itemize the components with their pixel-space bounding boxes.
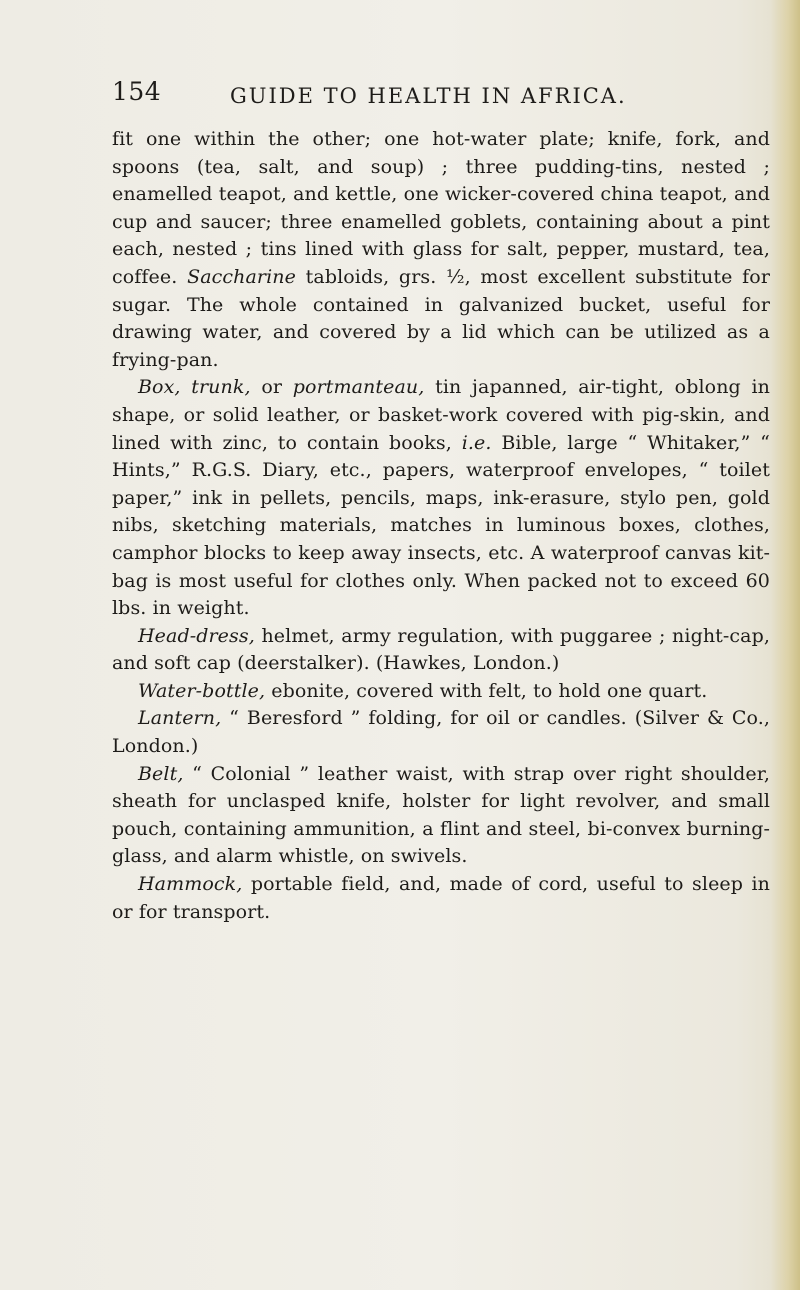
paragraph-cooking-kit [112, 126, 770, 374]
item-heading: Box, trunk, [138, 376, 251, 399]
paragraph-hammock [112, 871, 770, 926]
item-heading: Water-bottle, [138, 679, 266, 702]
paragraph-belt [112, 761, 770, 871]
item-heading: Head-dress, [138, 624, 255, 647]
body-text [112, 126, 770, 926]
page-edge-shadow [770, 0, 800, 1290]
paragraph-text: portable field, and, made of cord, useful to sleep in or for transport. [112, 873, 770, 923]
paragraph-text: fit one within the other; one hot-water plate; knife, fork, and spoons (tea, salt, and soup) ; three pudding-tins, nested ; enamelled teapot, and kettle, one wicker-covered china teapot, and cup and saucer; three enamelled goblets, containing about a pint each, nested ; tins lined with glass for salt, pepper, mustard, tea, coffee. [112, 128, 770, 288]
paragraph-lantern [112, 705, 770, 760]
item-heading: Lantern, [138, 707, 222, 730]
paragraph-text: tabloids, grs. ½, most excellent substitute for sugar. The whole contained in galvanized bucket, useful for drawing water, and covered by a lid which can be utilized as a frying-pan. [112, 265, 771, 371]
page-number: 154 [112, 77, 162, 106]
paragraph-text: “ Colonial ” leather waist, with strap over right shoulder, sheath for unclasped knife, holster for light revolver, and small pouch, containing ammunition, a flint and steel, bi-convex burning-glass, and alarm whistle, on swivels. [112, 762, 770, 868]
paragraph-text: ebonite, covered with felt, to hold one quart. [271, 679, 708, 702]
paragraph-text: helmet, army regulation, with puggaree ; night-cap, and soft cap (deerstalker). (Hawkes, London.) [112, 624, 770, 675]
paragraph-text: “ Beresford ” folding, for oil or candles. (Silver & Co., London.) [112, 707, 771, 758]
running-head: GUIDE TO HEALTH IN AFRICA. [230, 84, 627, 108]
item-heading: Belt, [138, 762, 184, 785]
italic-term: i.e. [461, 431, 492, 454]
paragraph-water-bottle [112, 678, 770, 706]
paragraph-head-dress [112, 623, 770, 678]
paragraph-text: Bible, large “ Whitaker,” “ Hints,” R.G.S. Diary, etc., papers, waterproof envelopes, “ toilet paper,” ink in pellets, pencils, maps, ink-erasure, stylo pen, gold nibs, sketching materials, matches in luminous boxes, clothes, camphor blocks to keep away insects, etc. A waterproof canvas kit-bag is most useful for clothes only. When packed not to exceed 60 lbs. in weight. [112, 431, 770, 620]
paragraph-text: tin japanned, air-tight, oblong in shape, or solid leather, or basket-work covered with pig-skin, and lined with zinc, to contain books, [112, 376, 771, 454]
italic-term: portmanteau, [292, 376, 425, 399]
page-header [112, 72, 752, 112]
item-heading: Hammock, [138, 873, 243, 896]
italic-term: Saccharine [187, 265, 296, 288]
paragraph-box [112, 374, 770, 622]
paragraph-text: or [261, 376, 283, 399]
